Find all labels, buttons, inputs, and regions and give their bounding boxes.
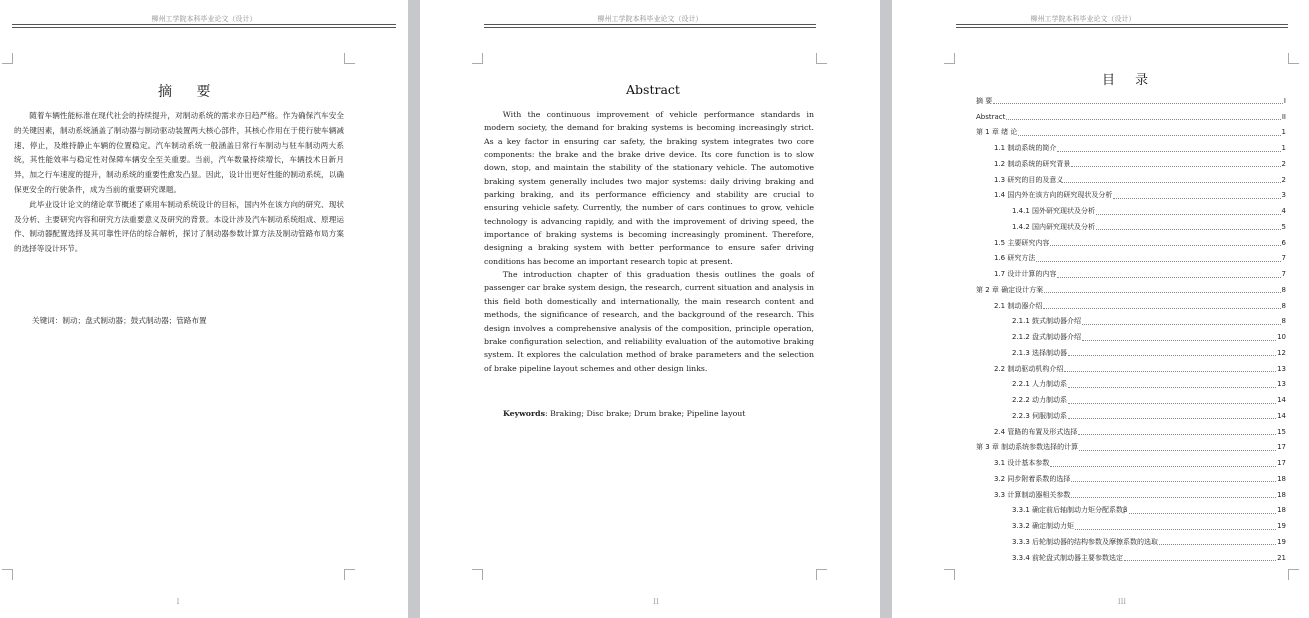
toc-entry[interactable] bbox=[976, 392, 1286, 408]
toc-dot-leader bbox=[1050, 239, 1280, 246]
toc-entry-page: 21 bbox=[1277, 553, 1286, 562]
crop-mark bbox=[472, 569, 483, 580]
abstract-cn-paragraph-1: 随着车辆性能标准在现代社会的持续提升，对制动系统的需求亦日趋严格。作为确保汽车安全的关键因素，制动系统涵盖了制动器与制动驱动装置两大核心部件，其核心作用在于使行驶车辆减速、停止，及维持静止车辆的位置稳定。汽车制动系统一般涵盖日常行车制动与驻车制动两大系统，其性能效率与稳定性对保障车辆安全至关重要。当前，汽车数量持续增长，车辆技术日新月异，加之行车速度的提升，制动系统的重要性愈发凸显。因此，设计出更好性能的制动系统，以确保更安全的行驶条件，成为当前的重要研究课题。 bbox=[14, 111, 344, 194]
toc-entry[interactable] bbox=[976, 361, 1286, 377]
toc-entry[interactable] bbox=[976, 93, 1286, 109]
crop-mark bbox=[944, 569, 955, 580]
toc-dot-leader bbox=[993, 97, 1283, 104]
toc-entry[interactable] bbox=[976, 408, 1286, 424]
toc-entry-page: 12 bbox=[1277, 348, 1286, 357]
toc-dot-leader bbox=[1071, 491, 1276, 498]
keywords-en-label: Keywords bbox=[503, 409, 545, 418]
toc-entry-title: 2.2.3 伺服制动系 bbox=[1012, 411, 1068, 420]
toc-entry-page: 7 bbox=[1281, 270, 1286, 279]
toc-entry-page: 7 bbox=[1281, 254, 1286, 263]
toc-entry-page: 8 bbox=[1281, 285, 1286, 294]
toc-entry-page: 18 bbox=[1277, 474, 1286, 483]
toc-entry[interactable] bbox=[976, 298, 1286, 314]
toc-entry-title: 2.1.3 选择制动器 bbox=[1012, 348, 1068, 357]
toc-entry-page: 14 bbox=[1277, 396, 1286, 405]
toc-dot-leader bbox=[1064, 176, 1280, 183]
toc-entry-title: 摘 要 bbox=[976, 96, 993, 105]
toc-dot-leader bbox=[1043, 302, 1280, 309]
toc-entry-page: 4 bbox=[1281, 207, 1286, 216]
toc-entry-title: 2.4 管路的布置及形式选择 bbox=[994, 427, 1078, 436]
toc-entry-title: 3.3.2 确定制动力矩 bbox=[1012, 522, 1075, 531]
toc-entry-page: 19 bbox=[1277, 537, 1286, 546]
toc-entry[interactable] bbox=[976, 487, 1286, 503]
crop-mark bbox=[1288, 53, 1299, 64]
toc-entry-title: 1.4.1 国外研究现状及分析 bbox=[1012, 207, 1096, 216]
toc-entry-title: 2.2.2 动力制动系 bbox=[1012, 396, 1068, 405]
toc-entry-page: 17 bbox=[1277, 443, 1286, 452]
crop-mark bbox=[2, 569, 13, 580]
toc-entry-title: 1.4.2 国内研究现状及分析 bbox=[1012, 222, 1096, 231]
toc-entry-title: 1.5 主要研究内容 bbox=[994, 238, 1050, 247]
document-page-2[interactable] bbox=[420, 0, 880, 618]
toc-entry[interactable] bbox=[976, 377, 1286, 393]
toc-dot-leader bbox=[1068, 381, 1276, 388]
toc-entry-title: 1.1 制动系统的简介 bbox=[994, 144, 1057, 153]
keywords-en bbox=[503, 409, 745, 418]
toc-entry-title: 3.3.3 后轮制动器的结构参数及摩擦系数的选取 bbox=[1012, 537, 1159, 546]
toc-entry-page: 13 bbox=[1277, 380, 1286, 389]
toc-entry[interactable] bbox=[976, 455, 1286, 471]
toc-entry-title: 1.3 研究的目的及意义 bbox=[994, 175, 1064, 184]
document-page-1[interactable] bbox=[0, 0, 408, 618]
crop-mark bbox=[1288, 569, 1299, 580]
toc-dot-leader bbox=[1071, 475, 1276, 482]
toc-entry[interactable] bbox=[976, 188, 1286, 204]
page-number: III bbox=[1117, 598, 1127, 606]
page-header: 柳州工学院本科毕业论文（设计） bbox=[1030, 15, 1136, 23]
toc-entry-title: 2.2.1 人力制动系 bbox=[1012, 380, 1068, 389]
toc-entry-title: Abstract bbox=[976, 112, 1006, 121]
page-number: II bbox=[653, 598, 659, 606]
toc-entry-page: 2 bbox=[1281, 159, 1286, 168]
toc-dot-leader bbox=[1096, 223, 1280, 230]
toc-entry-page: 19 bbox=[1277, 522, 1286, 531]
toc-entry-page: 18 bbox=[1277, 490, 1286, 499]
toc-dot-leader bbox=[1079, 444, 1276, 451]
toc-entry-page: 18 bbox=[1277, 506, 1286, 515]
toc-dot-leader bbox=[1129, 507, 1277, 514]
keywords-cn: 关键词：制动；盘式制动器；鼓式制动器；管路布置 bbox=[32, 316, 207, 325]
crop-mark bbox=[816, 53, 827, 64]
toc-dot-leader bbox=[1078, 428, 1276, 435]
abstract-cn-paragraph-2: 此毕业设计论文的绪论章节概述了乘用车制动系统设计的目标，国内外在该方向的研究、现状及分析、主要研究内容和研究方法重要意义及研究的背景。本设计涉及汽车制动系统组成、原理运作、制动器配置选择及其可靠性评估的综合解析，探讨了制动器参数计算方法及制动管路布局方案的选择等设计环节。 bbox=[14, 199, 344, 254]
toc-entry-title: 3.3.4 前轮盘式制动器主要参数选定 bbox=[1012, 553, 1124, 562]
abstract-en-paragraph-1: With the continuous improvement of vehicle performance standards in modern society, the demand for braking systems is becoming increasingly strict. As a key factor in ensuring car safety, the braking system integrates two core components: the brake and the brake drive device. Its core function is to slow down, stop, and maintain the stability of the stationary vehicle. The automotive braking system generally includes two major systems: daily driving braking and parking braking, and its performance efficiency and stability are crucial to ensuring vehicle safety. Currently, the number of cars continues to grow, vehicle technology is advancing rapidly, and with the improvement of driving speed, the importance of braking systems is becoming increasingly prominent. Therefore, designing a braking system with better performance to ensure safer driving conditions has become an important research topic at present. bbox=[484, 110, 814, 266]
abstract-en-body bbox=[484, 108, 814, 375]
toc-dot-leader bbox=[1050, 460, 1276, 467]
toc-dot-leader bbox=[1057, 145, 1280, 152]
header-rule bbox=[12, 24, 396, 28]
toc-entry-title: 3.3 计算制动器相关参数 bbox=[994, 490, 1071, 499]
toc-entry[interactable] bbox=[976, 235, 1286, 251]
abstract-en-title: Abstract bbox=[626, 82, 680, 97]
toc-entry-title: 2.1.1 鼓式制动器介绍 bbox=[1012, 317, 1082, 326]
toc-entry[interactable] bbox=[976, 345, 1286, 361]
crop-mark bbox=[816, 569, 827, 580]
crop-mark bbox=[344, 569, 355, 580]
toc-entry-title: 2.1.2 盘式制动器介绍 bbox=[1012, 333, 1082, 342]
toc-dot-leader bbox=[1124, 554, 1276, 561]
toc-dot-leader bbox=[1057, 271, 1280, 278]
toc-entry[interactable] bbox=[976, 266, 1286, 282]
toc-entry-title: 第 3 章 制动系统参数选择的计算 bbox=[976, 443, 1079, 452]
crop-mark bbox=[944, 53, 955, 64]
toc-entry-page: 1 bbox=[1281, 128, 1286, 137]
toc-dot-leader bbox=[1096, 208, 1280, 215]
toc-dot-leader bbox=[1044, 286, 1280, 293]
toc-dot-leader bbox=[1068, 397, 1276, 404]
toc-entry-page: 3 bbox=[1281, 191, 1286, 200]
toc-dot-leader bbox=[1068, 412, 1276, 419]
toc-dot-leader bbox=[1082, 334, 1276, 341]
toc-entry[interactable] bbox=[976, 503, 1286, 519]
toc-entry-page: 8 bbox=[1281, 317, 1286, 326]
toc-entry-title: 3.3.1 确定前后轴制动力矩分配系数β bbox=[1012, 506, 1128, 515]
toc-entry-page: 15 bbox=[1277, 427, 1286, 436]
table-of-contents bbox=[976, 93, 1286, 566]
crop-mark bbox=[344, 53, 355, 64]
toc-entry[interactable] bbox=[976, 219, 1286, 235]
toc-entry-page: 14 bbox=[1277, 411, 1286, 420]
crop-mark bbox=[2, 53, 13, 64]
toc-entry[interactable] bbox=[976, 471, 1286, 487]
toc-entry-page: 17 bbox=[1277, 459, 1286, 468]
toc-entry-page: 2 bbox=[1281, 175, 1286, 184]
toc-dot-leader bbox=[1064, 365, 1276, 372]
abstract-cn-body bbox=[14, 109, 344, 257]
toc-entry-title: 2.2 制动驱动机构介绍 bbox=[994, 364, 1064, 373]
toc-dot-leader bbox=[1075, 523, 1276, 530]
toc-dot-leader bbox=[1159, 538, 1276, 545]
toc-entry[interactable] bbox=[976, 550, 1286, 566]
toc-entry-title: 第 2 章 确定设计方案 bbox=[976, 285, 1044, 294]
toc-entry-title: 1.4 国内外在该方向的研究现状及分析 bbox=[994, 191, 1113, 200]
toc-entry-title: 1.2 制动系统的研究背景 bbox=[994, 159, 1071, 168]
toc-entry-title: 1.6 研究方法 bbox=[994, 254, 1036, 263]
toc-entry[interactable] bbox=[976, 140, 1286, 156]
toc-entry[interactable] bbox=[976, 125, 1286, 141]
toc-entry[interactable] bbox=[976, 203, 1286, 219]
toc-entry-page: 10 bbox=[1277, 333, 1286, 342]
toc-entry[interactable] bbox=[976, 329, 1286, 345]
toc-entry[interactable] bbox=[976, 251, 1286, 267]
toc-entry-page: 6 bbox=[1281, 238, 1286, 247]
toc-entry[interactable] bbox=[976, 534, 1286, 550]
toc-entry[interactable] bbox=[976, 156, 1286, 172]
toc-dot-leader bbox=[1071, 160, 1280, 167]
toc-dot-leader bbox=[1082, 318, 1280, 325]
toc-dot-leader bbox=[1006, 113, 1280, 120]
toc-entry[interactable] bbox=[976, 282, 1286, 298]
toc-dot-leader bbox=[1068, 349, 1276, 356]
toc-entry-page: II bbox=[1281, 112, 1286, 121]
toc-entry[interactable] bbox=[976, 424, 1286, 440]
toc-entry[interactable] bbox=[976, 314, 1286, 330]
toc-entry[interactable] bbox=[976, 109, 1286, 125]
toc-entry-page: 8 bbox=[1281, 301, 1286, 310]
keywords-en-list: : Braking; Disc brake; Drum brake; Pipeline layout bbox=[544, 409, 746, 418]
toc-entry[interactable] bbox=[976, 440, 1286, 456]
page-number: I bbox=[176, 598, 180, 606]
toc-entry-title: 1.7 设计计算的内容 bbox=[994, 270, 1057, 279]
toc-dot-leader bbox=[1018, 129, 1280, 136]
toc-entry-title: 3.2 同步附着系数的选择 bbox=[994, 474, 1071, 483]
toc-dot-leader bbox=[1113, 192, 1280, 199]
toc-entry-page: 13 bbox=[1277, 364, 1286, 373]
toc-entry-page: 5 bbox=[1281, 222, 1286, 231]
abstract-en-paragraph-2: The introduction chapter of this graduation thesis outlines the goals of passenger car brake system design, the research, current situation and analysis in this field both domestically and internationally, the main research content and methods, the significance of research, and the background of the research. This design involves a comprehensive analysis of the composition, principle operation, brake configuration selection, and reliability evaluation of the automotive braking system. It explores the calculation method of brake parameters and the selection of brake pipeline layout schemes and other design links. bbox=[484, 270, 814, 373]
toc-entry-title: 3.1 设计基本参数 bbox=[994, 459, 1050, 468]
toc-entry[interactable] bbox=[976, 172, 1286, 188]
page-header: 柳州工学院本科毕业论文（设计） bbox=[597, 15, 703, 23]
header-rule bbox=[956, 24, 1288, 28]
toc-entry-title: 第 1 章 绪 论 bbox=[976, 128, 1018, 137]
toc-entry-page: I bbox=[1283, 96, 1286, 105]
toc-entry[interactable] bbox=[976, 518, 1286, 534]
document-page-3[interactable] bbox=[892, 0, 1309, 618]
header-rule bbox=[484, 24, 816, 28]
toc-title: 目 录 bbox=[1102, 73, 1157, 88]
toc-dot-leader bbox=[1036, 255, 1280, 262]
toc-entry-title: 2.1 制动器介绍 bbox=[994, 301, 1043, 310]
crop-mark bbox=[472, 53, 483, 64]
toc-entry-page: 1 bbox=[1281, 144, 1286, 153]
page-header: 柳州工学院本科毕业论文（设计） bbox=[151, 15, 257, 23]
abstract-cn-title: 摘 要 bbox=[158, 84, 221, 100]
